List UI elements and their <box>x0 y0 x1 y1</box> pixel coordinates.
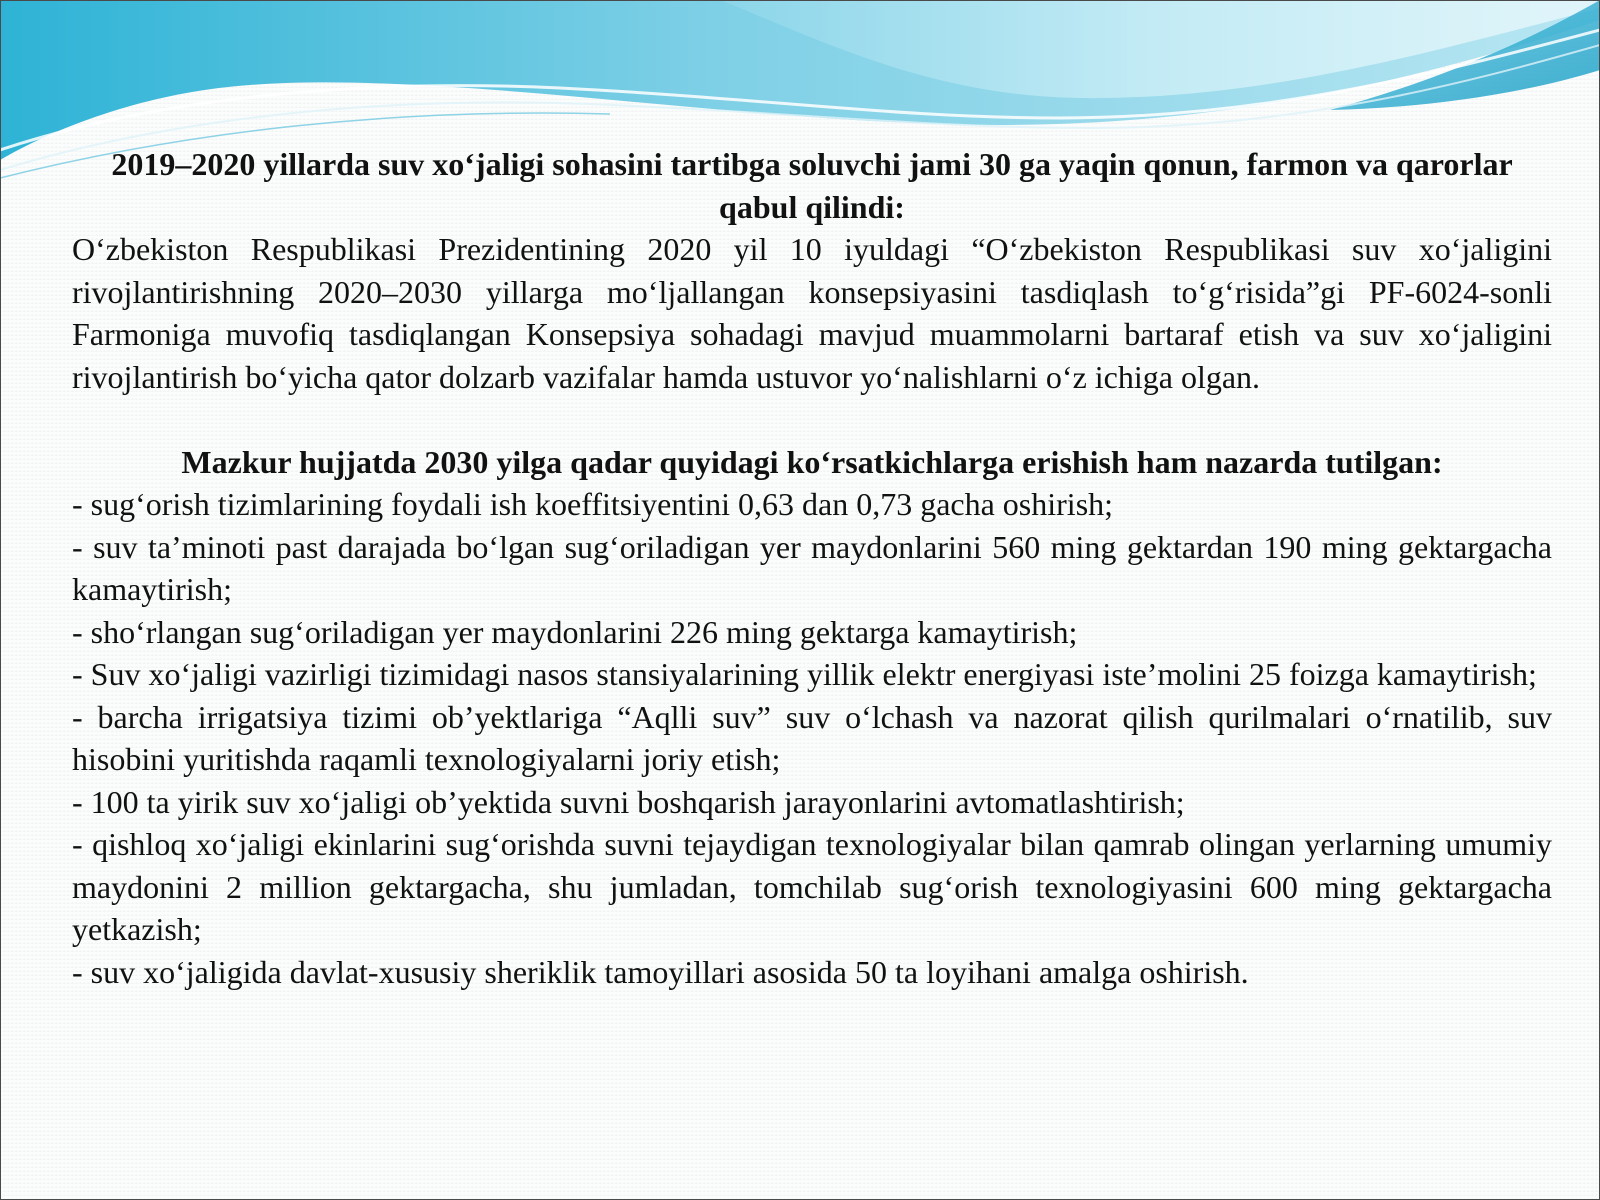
section-heading-laws: 2019–2020 yillarda suv xo‘jaligi sohasini tartibga soluvchi jami 30 ga yaqin qonun, farmon va qarorlar qabul qilindi: <box>111 146 1513 225</box>
list-item: - 100 ta yirik suv xo‘jaligi ob’yektida suvni boshqarish jarayonlarini avtomatlashtirish; <box>72 783 1185 820</box>
list-item: - suv ta’minoti past darajada bo‘lgan sug‘oriladigan yer maydonlarini 560 ming gektardan 190 ming gektargacha kamaytirish; <box>72 528 1552 607</box>
list-item: - sug‘orish tizimlarining foydali ish koeffitsiyentini 0,63 dan 0,73 gacha oshirish; <box>72 486 1114 522</box>
spacer <box>72 398 1552 441</box>
list-item: - barcha irrigatsiya tizimi ob’yektlariga “Aqlli suv” suv o‘lchash va nazorat qilish qurilmalari o‘rnatilib, suv hisobini yuritishda raqamli texnologiyalarni joriy etish; <box>72 698 1552 777</box>
section-heading-targets: Mazkur hujjatda 2030 yilga qadar quyidagi ko‘rsatkichlarga erishish ham nazarda tutilgan: <box>181 443 1443 480</box>
targets-list <box>72 483 1552 993</box>
list-item: - qishloq xo‘jaligi ekinlarini sug‘orishda suvni tejaydigan texnologiyalar bilan qamrab olingan yerlarning umumiy maydonini 2 million gektargacha, shu jumladan, tomchilab sug‘orish texnologiyasini 600 ming gektargacha yetkazish; <box>72 826 1552 947</box>
slide-content <box>72 143 1552 993</box>
list-item: - sho‘rlangan sug‘oriladigan yer maydonlarini 226 ming gektarga kamaytirish; <box>72 613 1078 650</box>
concept-paragraph: O‘zbekiston Respublikasi Prezidentining 2020 yil 10 iyuldagi “O‘zbekiston Respublikasi suv xo‘jaligini rivojlantirishning 2020–2030 yillarga mo‘ljallangan konsepsiyasini tasdiqlash to‘g‘risida”gi PF-6024-sonli Farmoniga muvofiq tasdiqlangan Konsepsiya sohadagi mavjud muammolarni bartaraf etish va suv xo‘jaligini rivojlantirish bo‘yicha qator dolzarb vazifalar hamda ustuvor yo‘nalishlarni o‘z ichiga olgan. <box>72 231 1552 395</box>
list-item: - suv xo‘jaligida davlat-xususiy sheriklik tamoyillari asosida 50 ta loyihani amalga oshirish. <box>72 953 1249 990</box>
list-item: - Suv xo‘jaligi vazirligi tizimidagi nasos stansiyalarining yillik elektr energiyasi iste’molini 25 foizga kamaytirish; <box>72 656 1537 692</box>
